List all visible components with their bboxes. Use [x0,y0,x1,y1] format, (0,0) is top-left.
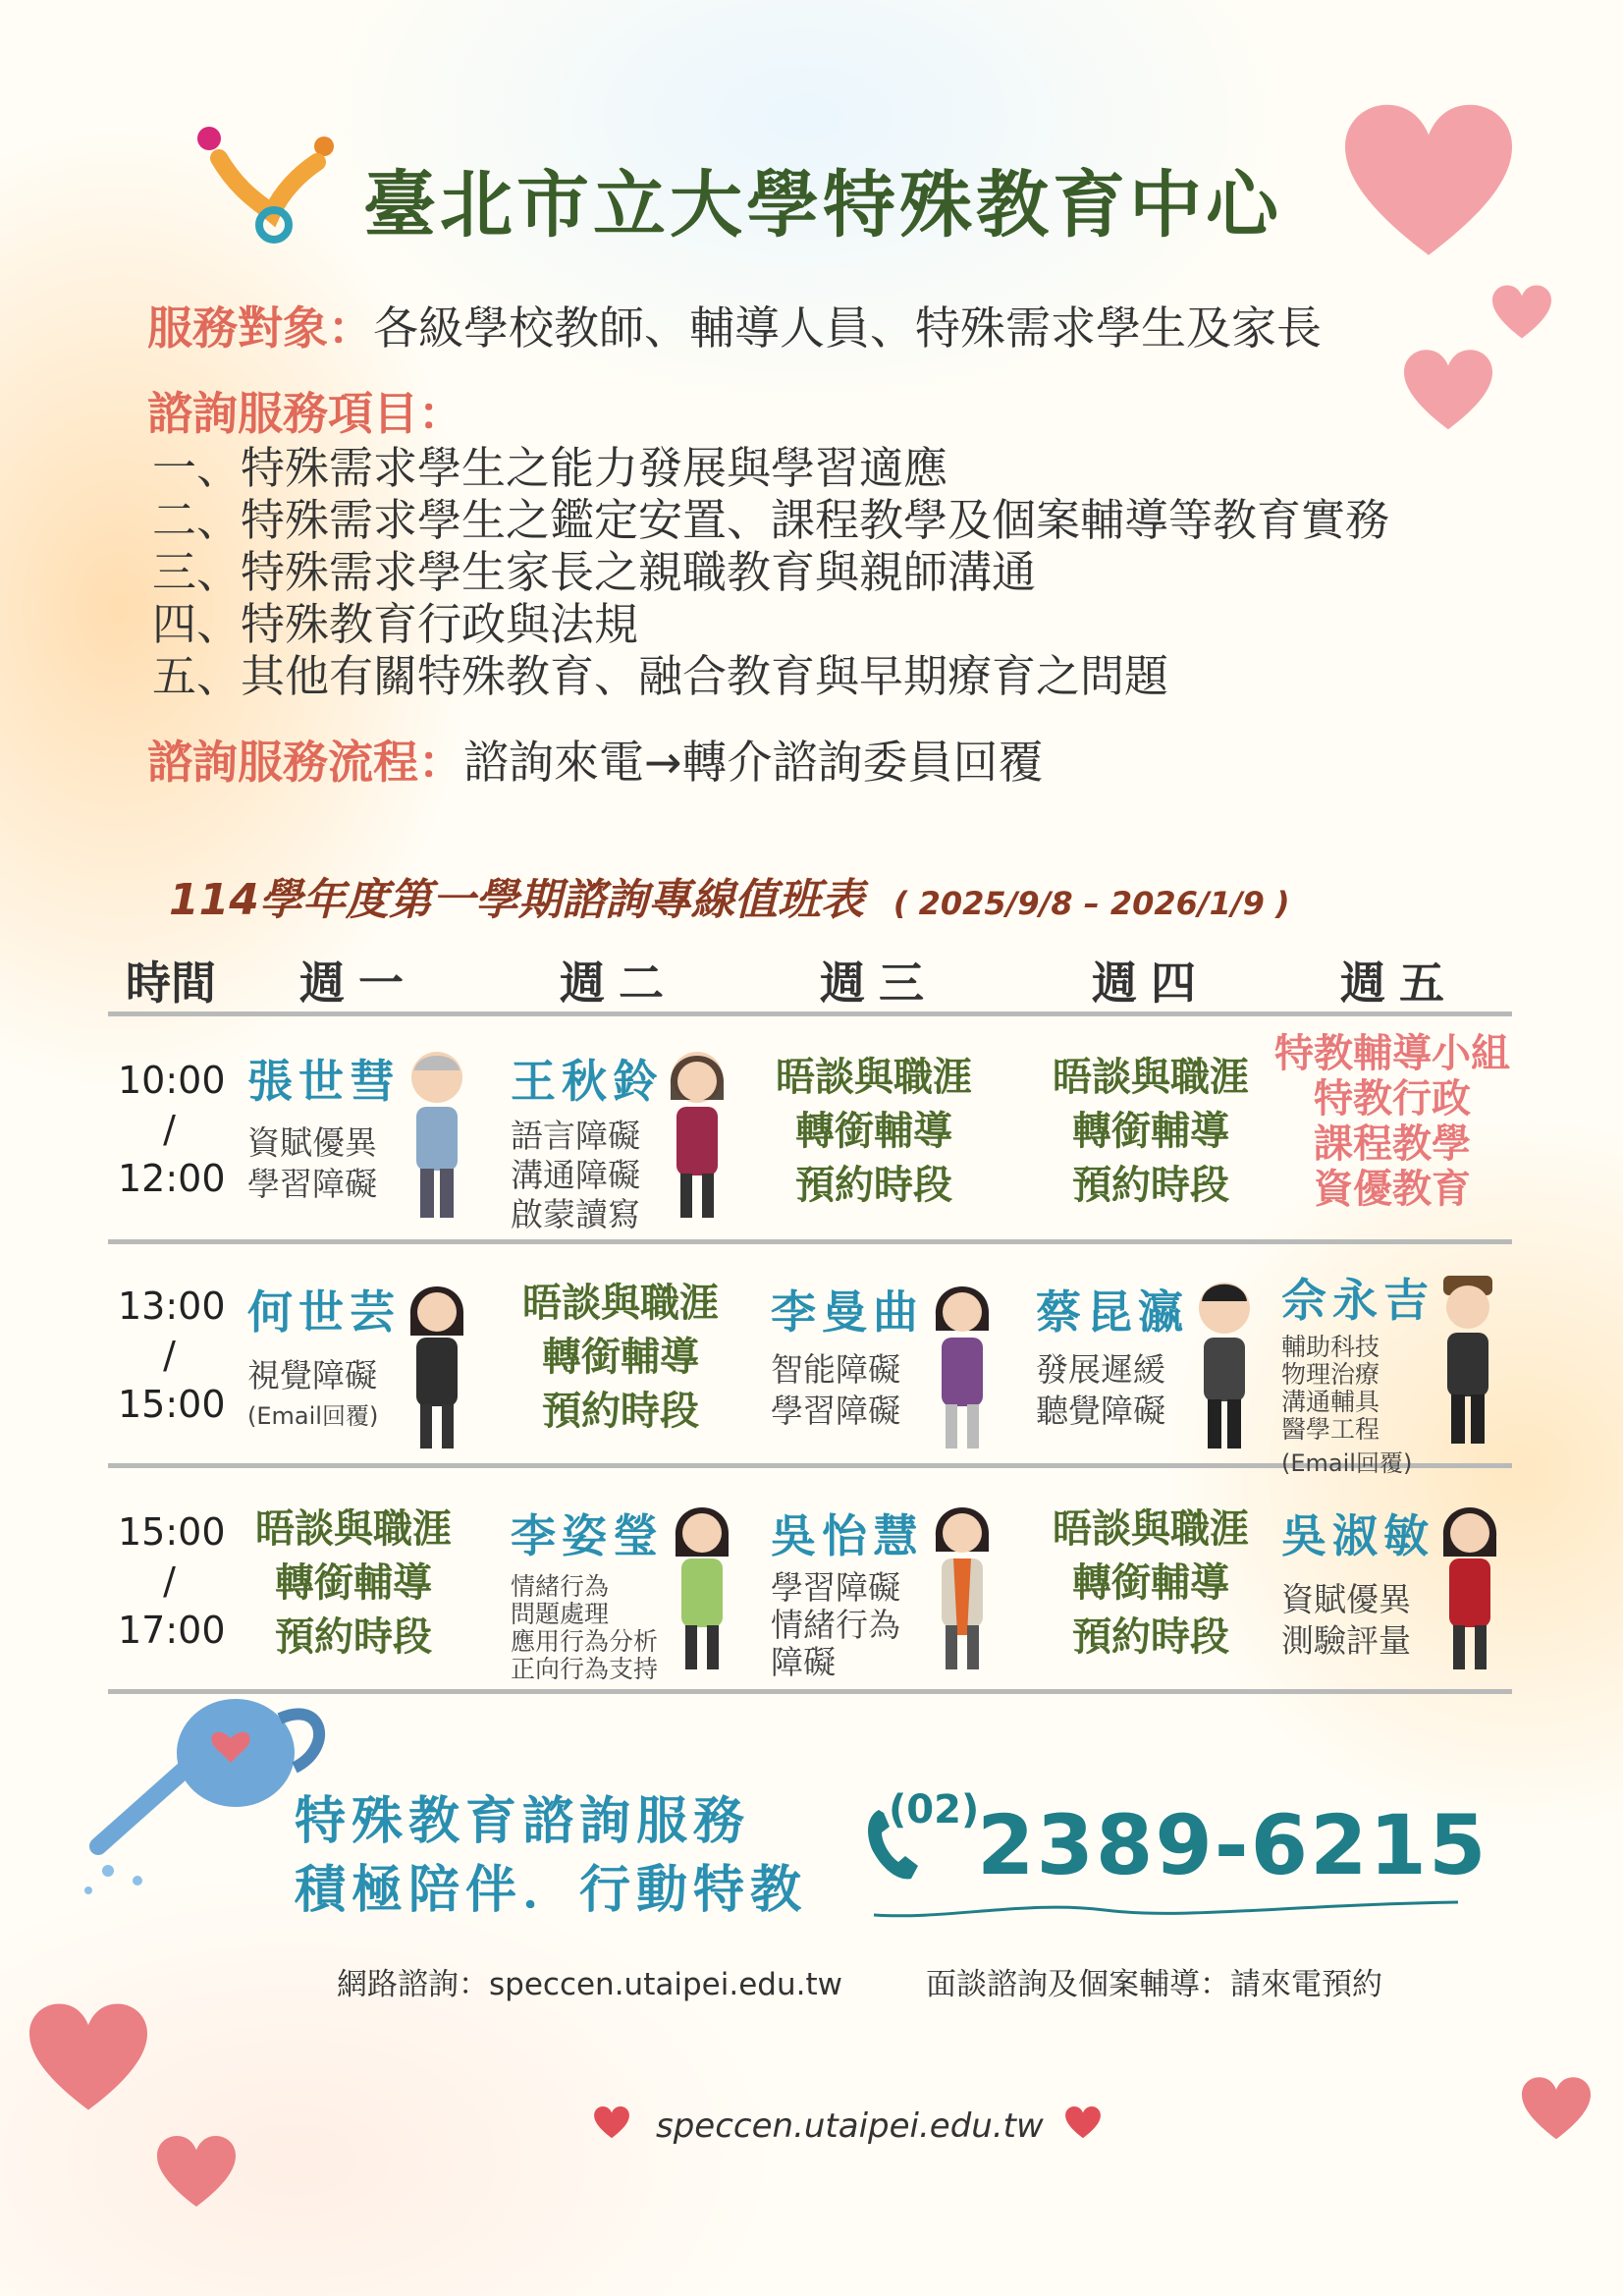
underline-swirl [869,1890,1468,1930]
appointment-slot [503,1277,738,1439]
appointment-slot [236,1503,471,1665]
schedule-title-text: 114學年度第一學期諮詢專線值班表 [169,875,864,925]
avatar [1435,1498,1504,1674]
consultant-cell [771,1277,924,1432]
slot-line: 轉銜輔導 [795,1109,952,1154]
page-title: 臺北市立大學特殊教育中心 [363,163,1282,247]
appointment-slot [1033,1503,1269,1665]
appointment-slot [1033,1051,1269,1213]
services-list [152,442,1389,702]
consultant-cell [1036,1277,1189,1432]
special-ed-team-slot [1270,1031,1515,1212]
list-item: 四、特殊教育行政與法規 [152,598,639,650]
time-sep: / [163,1108,176,1151]
avatar [663,1046,731,1223]
schedule-range: ( 2025/9/8 – 2026/1/9 ) [893,885,1290,922]
consultant-spec: 智能障礙 [771,1350,900,1389]
consultant-spec: 發展遲緩 [1036,1350,1165,1389]
consultant-name: 王秋鈴 [511,1055,664,1108]
consultant-cell [1281,1501,1434,1662]
heart-icon [1065,2106,1101,2140]
consultant-spec: 測驗評量 [1281,1621,1411,1660]
consultant-spec: 語言障礙 [511,1117,640,1155]
consultant-note: (Email回覆) [1281,1449,1413,1477]
consultant-spec: 正向行為支持 [511,1655,659,1683]
time-end: 15:00 [118,1383,226,1426]
slot-line: 晤談與職涯 [776,1055,972,1100]
heart-icon [1345,103,1512,265]
consultant-spec: 情緒行為 [511,1572,610,1601]
consultant-spec: 學習障礙 [771,1392,900,1430]
consultant-spec: 溝通輔具 [1281,1388,1380,1416]
audience-value: 各級學校教師、輔導人員、特殊需求學生及家長 [373,301,1322,355]
consultant-name: 何世芸 [247,1285,401,1339]
phone-number: 2389-6215 [977,1797,1488,1893]
time-end: 17:00 [118,1609,226,1652]
divider [108,1239,1512,1244]
consultant-spec: 啟蒙讀寫 [511,1195,640,1233]
consultant-name: 佘永吉 [1281,1274,1434,1327]
consultant-name: 李姿瑩 [511,1509,664,1562]
slogan-line: 積極陪伴．行動特教 [295,1861,808,1920]
website-link[interactable]: speccen.utaipei.edu.tw [656,2106,1044,2146]
consultant-spec: 問題處理 [511,1600,610,1628]
consultant-spec: 輔助科技 [1281,1333,1380,1361]
header-mon: 週一 [299,957,417,1010]
flow-value: 諮詢來電→轉介諮詢委員回覆 [463,736,1044,789]
slot-line: 轉銜輔導 [1072,1560,1229,1606]
slot-line: 課程教學 [1314,1121,1471,1167]
time-sep: / [163,1559,176,1603]
slogan [295,1787,807,1925]
time-end: 12:00 [118,1157,226,1200]
slot-line: 晤談與職涯 [522,1281,719,1326]
consultant-spec: 資賦優異 [1281,1580,1411,1618]
slot-line: 預約時段 [1072,1163,1229,1208]
time-sep: / [163,1334,176,1377]
heart-icon [29,2003,147,2116]
avatar [668,1498,736,1674]
consultant-cell [247,1277,401,1431]
heart-icon [594,2106,629,2140]
consultant-cell [1281,1265,1434,1478]
heart-icon [1492,285,1551,342]
consultant-name: 蔡昆瀛 [1036,1285,1189,1339]
audience-label: 服務對象： [147,301,373,355]
slot-line: 預約時段 [795,1163,952,1208]
consultant-spec: 障礙 [771,1643,836,1681]
consultant-spec: 物理治療 [1281,1360,1380,1389]
consultant-spec: 應用行為分析 [511,1627,659,1656]
time-slot [118,1056,226,1203]
consultant-spec: 視覺障礙 [247,1356,377,1394]
time-start: 13:00 [118,1285,226,1328]
audience-row [147,293,1322,357]
time-start: 10:00 [118,1059,226,1102]
slot-line: 特教輔導小組 [1274,1031,1510,1076]
consultant-cell [511,1501,664,1683]
list-item: 一、特殊需求學生之能力發展與學習適應 [152,442,948,494]
list-item: 五、其他有關特殊教育、融合教育與早期療育之問題 [152,650,1169,702]
slot-line: 資優教育 [1314,1167,1471,1212]
time-slot [118,1507,226,1655]
list-item: 三、特殊需求學生家長之親職教育與親師溝通 [152,546,1037,598]
heart-icon [1522,2077,1591,2143]
in-person-consult: 面談諮詢及個案輔導：請來電預約 [926,1967,1382,2002]
avatar [403,1277,471,1453]
slot-line: 晤談與職涯 [1053,1055,1249,1100]
consultant-spec: 溝通障礙 [511,1156,640,1194]
header-thu: 週四 [1092,957,1210,1010]
consultant-spec: 醫學工程 [1281,1415,1380,1444]
slot-line: 預約時段 [542,1389,699,1434]
slot-line: 晤談與職涯 [255,1506,452,1552]
time-slot [118,1282,226,1429]
consultant-note: (Email回覆) [247,1402,379,1430]
avatar [928,1498,997,1674]
slot-line: 轉銜輔導 [542,1335,699,1380]
header-fri: 週五 [1340,957,1458,1010]
slot-line: 晤談與職涯 [1053,1506,1249,1552]
heart-icon [157,2136,236,2211]
slot-line: 預約時段 [275,1614,432,1660]
online-consult-link[interactable]: 網路諮詢：speccen.utaipei.edu.tw [337,1967,842,2002]
divider [108,1689,1512,1694]
consultant-spec: 資賦優異 [247,1123,377,1162]
consultant-name: 李曼曲 [771,1285,924,1339]
header-tue: 週二 [560,957,677,1010]
time-start: 15:00 [118,1510,226,1554]
consultant-cell [771,1501,924,1681]
appointment-slot [756,1051,992,1213]
list-item: 二、特殊需求學生之鑑定安置、課程教學及個案輔導等教育實務 [152,494,1390,546]
services-label: 諮詢服務項目： [147,387,463,440]
consultant-name: 吳淑敏 [1281,1509,1434,1562]
avatar [403,1046,471,1223]
avatar [928,1277,997,1453]
consultant-spec: 學習障礙 [247,1165,377,1203]
consultant-cell [247,1046,401,1205]
slot-line: 轉銜輔導 [1072,1109,1229,1154]
logo-icon [191,123,344,246]
heart-icon [1404,349,1492,435]
flow-row [147,727,1044,792]
schedule-title [169,864,1290,927]
avatar [1190,1277,1259,1453]
divider [108,1011,1512,1016]
consultant-spec: 情緒行為 [771,1606,900,1644]
slot-line: 預約時段 [1072,1614,1229,1660]
consultant-spec: 學習障礙 [771,1568,900,1607]
slot-line: 特教行政 [1314,1076,1471,1121]
consultant-name: 吳怡慧 [771,1509,924,1562]
consultant-cell [511,1046,664,1234]
consultant-name: 張世彗 [247,1055,401,1108]
slot-line: 轉銜輔導 [275,1560,432,1606]
consultant-spec: 聽覺障礙 [1036,1392,1165,1430]
avatar [1434,1272,1502,1449]
flow-label: 諮詢服務流程： [147,736,463,789]
header-wed: 週三 [820,957,938,1010]
header-time: 時間 [126,957,216,1010]
slogan-line: 特殊教育諮詢服務 [295,1792,751,1851]
area-code: (02) [889,1787,980,1832]
